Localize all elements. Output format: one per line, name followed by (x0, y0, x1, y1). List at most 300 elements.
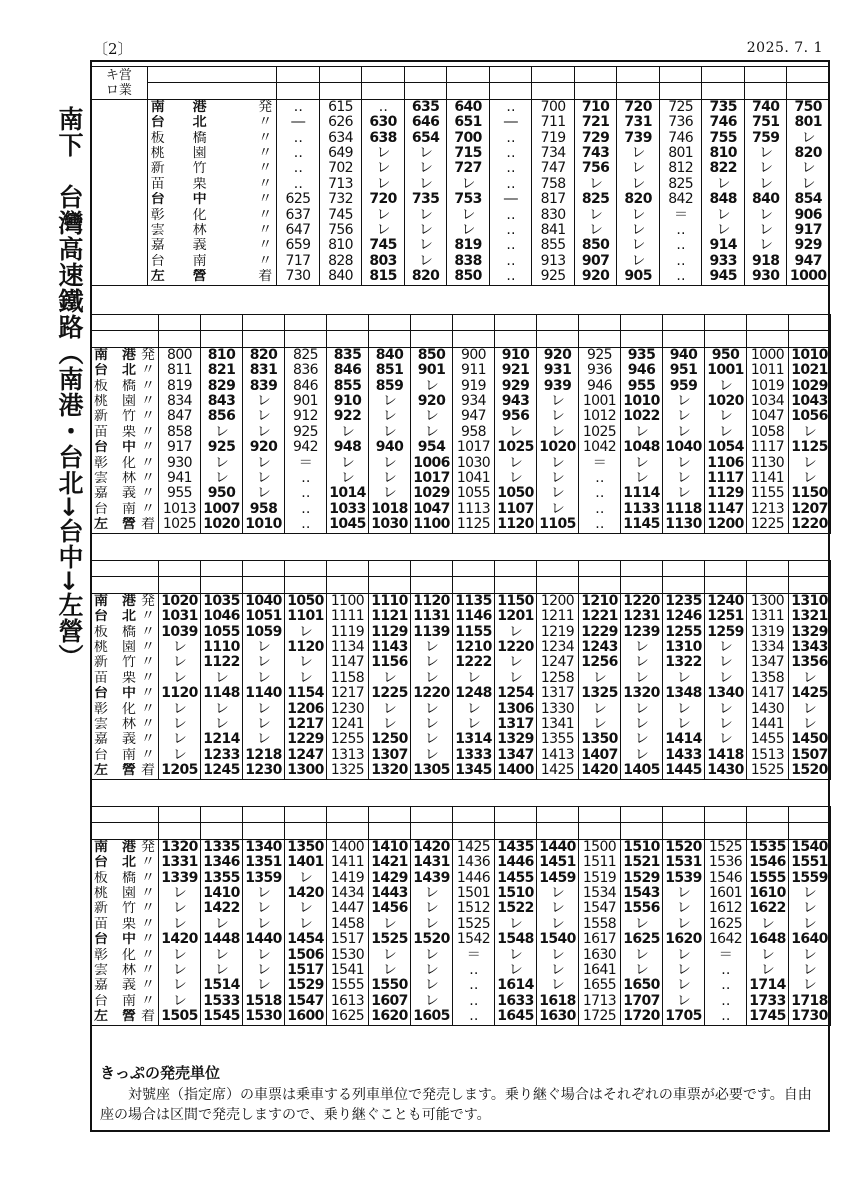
station-mark: 〃 (141, 609, 155, 625)
time-cell: 1329 (789, 625, 831, 640)
time-cell: レ (789, 671, 831, 686)
time-cell: ‥ (453, 1009, 495, 1025)
time-cell: レ (617, 208, 660, 223)
run-days-label (147, 83, 277, 99)
time-cell: 850 (447, 269, 490, 285)
station-label: 左 營 (150, 269, 207, 285)
time-cell: 1400 (327, 839, 369, 855)
time-cell: 1113 (453, 502, 495, 517)
station-mark: 〃 (141, 363, 155, 379)
train-number (201, 315, 243, 331)
time-cell: レ (744, 208, 787, 223)
time-cell: レ (369, 917, 411, 932)
time-cell: 1529 (285, 978, 327, 993)
route-title: 南下 台灣高速鐵路（南港・台北→台中→左營） (55, 106, 84, 670)
time-cell: 1536 (705, 855, 747, 870)
note-body: 対號座（指定席）の車票は乗車する列車単位で発売します。乗り継ぐ場合はそれぞれの車票が必要です。自由座の場合は区間で発売しますので、乗り継ぐことも可能です。 (100, 1087, 812, 1123)
station-name (91, 855, 159, 870)
time-cell: 700 (447, 131, 490, 146)
time-cell: レ (617, 146, 660, 161)
time-cell: 1121 (369, 609, 411, 624)
time-cell: 1141 (747, 471, 789, 486)
time-cell: レ (705, 379, 747, 394)
time-cell: 834 (159, 394, 201, 409)
station-label: 桃 園 (94, 886, 136, 901)
train-number (532, 67, 575, 83)
station-mark: 〃 (258, 192, 273, 208)
time-cell: 1139 (411, 625, 453, 640)
time-cell: 1642 (705, 932, 747, 947)
time-cell: 1333 (453, 748, 495, 763)
timetable-section-4 (90, 806, 831, 1026)
time-cell: 1355 (537, 732, 579, 747)
time-cell: 1410 (369, 839, 411, 855)
time-cell: 1241 (327, 717, 369, 732)
station-name (147, 177, 277, 192)
time-cell: レ (663, 717, 705, 732)
time-cell: 1420 (411, 839, 453, 855)
time-cell: 1058 (747, 425, 789, 440)
time-cell: 803 (362, 254, 405, 269)
station-label: 新 竹 (94, 655, 136, 671)
station-mark: 発 (141, 593, 155, 609)
time-cell: 819 (447, 238, 490, 253)
station-name (91, 686, 159, 701)
time-cell: 1600 (285, 1009, 327, 1025)
time-cell: 1429 (369, 871, 411, 886)
time-cell: レ (787, 177, 830, 192)
time-cell: 1030 (369, 517, 411, 533)
train-number (617, 67, 660, 83)
time-cell: レ (285, 917, 327, 932)
time-cell: 850 (411, 347, 453, 363)
time-cell: レ (411, 379, 453, 394)
station-name (91, 440, 159, 455)
time-cell: 901 (411, 363, 453, 378)
train-number (411, 807, 453, 823)
time-cell: 855 (327, 379, 369, 394)
time-cell: 1418 (705, 748, 747, 763)
time-cell: レ (663, 471, 705, 486)
station-name (91, 625, 159, 640)
time-cell: 901 (285, 394, 327, 409)
timetable-row (91, 917, 831, 932)
time-cell: 1220 (411, 686, 453, 701)
train-number (705, 315, 747, 331)
time-cell: レ (495, 917, 537, 932)
time-cell: 1431 (411, 855, 453, 870)
time-cell: レ (327, 471, 369, 486)
time-cell: 1500 (579, 839, 621, 855)
time-cell: 1255 (663, 625, 705, 640)
station-mark: 〃 (141, 624, 155, 640)
km-value (91, 177, 148, 192)
time-cell: ― (277, 115, 320, 130)
time-cell: レ (663, 425, 705, 440)
time-cell: 1320 (159, 839, 201, 855)
time-cell: 838 (447, 254, 490, 269)
station-name (147, 208, 277, 223)
station-label: 南 港 (94, 839, 136, 855)
time-cell: 1436 (453, 855, 495, 870)
station-label: 苗 栗 (150, 176, 207, 192)
time-cell: 1101 (285, 609, 327, 624)
time-cell: 1325 (579, 686, 621, 701)
time-cell: 1230 (243, 763, 285, 779)
run-days (411, 331, 453, 347)
time-cell: 1129 (369, 625, 411, 640)
time-cell: 1110 (201, 640, 243, 655)
time-cell: 736 (659, 115, 702, 130)
time-cell: 1339 (159, 871, 201, 886)
time-cell: レ (495, 671, 537, 686)
train-number (327, 561, 369, 577)
time-cell: 840 (369, 347, 411, 363)
station-label: 台 北 (150, 115, 207, 131)
station-mark: 着 (258, 269, 273, 285)
time-cell: 1641 (579, 963, 621, 978)
time-cell: ‥ (579, 502, 621, 517)
time-cell: 1156 (369, 655, 411, 670)
time-cell: レ (663, 886, 705, 901)
train-number (663, 315, 705, 331)
time-cell: 1341 (537, 717, 579, 732)
time-cell: 906 (787, 208, 830, 223)
run-days (319, 83, 362, 99)
time-cell: 1521 (621, 855, 663, 870)
time-cell: 756 (574, 161, 617, 176)
time-cell: 1247 (537, 655, 579, 670)
time-cell: 1359 (243, 871, 285, 886)
time-cell: レ (369, 717, 411, 732)
time-cell: レ (663, 901, 705, 916)
time-cell: 1251 (705, 609, 747, 624)
run-days (201, 577, 243, 593)
time-cell: レ (705, 640, 747, 655)
time-cell: 720 (362, 192, 405, 207)
station-mark: 〃 (258, 207, 273, 223)
run-days (659, 83, 702, 99)
train-number (327, 315, 369, 331)
time-cell: レ (243, 886, 285, 901)
train-number (277, 67, 320, 83)
time-cell: 825 (659, 177, 702, 192)
train-number (495, 561, 537, 577)
time-cell: 925 (201, 440, 243, 455)
time-cell: レ (453, 702, 495, 717)
time-cell: 914 (702, 238, 745, 253)
station-label: 台 中 (94, 932, 136, 948)
time-cell: 713 (319, 177, 362, 192)
time-cell: 1130 (747, 456, 789, 471)
time-cell: 1613 (327, 994, 369, 1009)
time-cell: 730 (277, 269, 320, 285)
time-cell: 1011 (747, 363, 789, 378)
note-title: きっぷの発売単位 (100, 1064, 221, 1082)
time-cell: 1020 (705, 394, 747, 409)
train-number (285, 807, 327, 823)
time-cell: 1146 (453, 609, 495, 624)
time-cell: 1118 (663, 502, 705, 517)
station-name (91, 763, 159, 779)
time-cell: 1245 (201, 763, 243, 779)
time-cell: レ (404, 238, 447, 253)
time-cell: 1047 (411, 502, 453, 517)
station-label: 嘉 義 (94, 978, 136, 994)
time-cell: 847 (159, 409, 201, 424)
time-cell: 1548 (495, 932, 537, 947)
time-cell: レ (789, 425, 831, 440)
time-cell: ‥ (579, 486, 621, 501)
timetable-row (91, 409, 831, 424)
station-label: 南 港 (150, 99, 207, 115)
station-mark: 発 (258, 99, 273, 115)
time-cell: 817 (532, 192, 575, 207)
time-cell: 1313 (327, 748, 369, 763)
time-cell: 702 (319, 161, 362, 176)
time-cell: レ (411, 948, 453, 963)
time-cell: 647 (277, 223, 320, 238)
time-cell: 858 (159, 425, 201, 440)
time-cell: 947 (787, 254, 830, 269)
train-number (747, 561, 789, 577)
timetable-row (91, 994, 831, 1009)
time-cell: 920 (537, 347, 579, 363)
station-label: 台 北 (94, 609, 136, 625)
time-cell: ― (489, 192, 532, 207)
run-days (663, 823, 705, 839)
time-cell: 745 (319, 208, 362, 223)
time-cell: レ (369, 394, 411, 409)
time-cell: ‥ (285, 486, 327, 501)
time-cell: 1610 (747, 886, 789, 901)
time-cell: 942 (285, 440, 327, 455)
time-cell: レ (243, 394, 285, 409)
run-days (285, 331, 327, 347)
time-cell: 735 (702, 99, 745, 115)
train-number (411, 315, 453, 331)
time-cell: 1210 (453, 640, 495, 655)
time-cell: 1525 (705, 839, 747, 855)
station-label: 板 橋 (94, 378, 136, 394)
time-cell: 907 (574, 254, 617, 269)
station-name (91, 425, 159, 440)
time-cell: 1447 (327, 901, 369, 916)
time-cell: 732 (319, 192, 362, 207)
time-cell: レ (369, 671, 411, 686)
time-cell: 1229 (579, 625, 621, 640)
time-cell: 1059 (243, 625, 285, 640)
timetable-row (91, 963, 831, 978)
time-cell: ‥ (489, 254, 532, 269)
station-label: 台 北 (94, 855, 136, 871)
time-cell: 1540 (789, 839, 831, 855)
station-label: 雲 林 (94, 471, 136, 487)
time-cell: ‥ (489, 223, 532, 238)
time-cell: ‥ (705, 1009, 747, 1025)
time-cell: 725 (659, 99, 702, 115)
time-cell: 1220 (621, 593, 663, 609)
train-number (319, 67, 362, 83)
train-number (159, 315, 201, 331)
time-cell: 810 (319, 238, 362, 253)
timetable-row (91, 99, 830, 115)
station-name (91, 717, 159, 732)
time-cell: 1707 (621, 994, 663, 1009)
time-cell: 659 (277, 238, 320, 253)
time-cell: 1450 (789, 732, 831, 747)
train-number (621, 561, 663, 577)
time-cell: レ (201, 702, 243, 717)
train-number (453, 561, 495, 577)
timetable-row (91, 440, 831, 455)
time-cell: 1321 (789, 609, 831, 624)
time-cell: 1114 (621, 486, 663, 501)
time-cell: 731 (617, 115, 660, 130)
time-cell: レ (621, 425, 663, 440)
time-cell: 755 (702, 131, 745, 146)
time-cell: レ (537, 425, 579, 440)
station-label: 南 港 (94, 347, 136, 363)
time-cell: 948 (327, 440, 369, 455)
time-cell: 939 (537, 379, 579, 394)
time-cell: レ (789, 901, 831, 916)
time-cell: 740 (744, 99, 787, 115)
station-label: 新 竹 (94, 409, 136, 425)
run-days-label (91, 331, 159, 347)
time-cell: レ (285, 625, 327, 640)
time-cell: レ (663, 963, 705, 978)
time-cell: ‥ (705, 963, 747, 978)
time-cell: 1512 (453, 901, 495, 916)
time-cell: レ (747, 917, 789, 932)
run-days (495, 823, 537, 839)
time-cell: レ (369, 948, 411, 963)
time-cell: レ (789, 717, 831, 732)
time-cell: 1221 (579, 609, 621, 624)
time-cell: 1000 (787, 269, 830, 285)
time-cell: レ (705, 732, 747, 747)
time-cell: レ (411, 886, 453, 901)
time-cell: 717 (277, 254, 320, 269)
time-cell: レ (617, 161, 660, 176)
station-name (147, 192, 277, 207)
time-cell: 1210 (579, 593, 621, 609)
train-number (362, 67, 405, 83)
time-cell: レ (159, 640, 201, 655)
time-cell: 1420 (159, 932, 201, 947)
time-cell: 1229 (285, 732, 327, 747)
station-mark: 〃 (141, 717, 155, 733)
time-cell: 1045 (327, 517, 369, 533)
time-cell: ‥ (453, 994, 495, 1009)
time-cell: 739 (617, 131, 660, 146)
time-cell: ＝ (453, 948, 495, 963)
time-cell: レ (447, 208, 490, 223)
station-mark: 〃 (141, 655, 155, 671)
time-cell: レ (327, 425, 369, 440)
time-cell: レ (159, 963, 201, 978)
time-cell: 1007 (201, 502, 243, 517)
time-cell: 1640 (789, 932, 831, 947)
train-number (201, 807, 243, 823)
time-cell: 1535 (747, 839, 789, 855)
time-cell: レ (369, 425, 411, 440)
station-mark: 〃 (258, 223, 273, 239)
station-name (147, 254, 277, 269)
time-cell: 1411 (327, 855, 369, 870)
time-cell: 1617 (579, 932, 621, 947)
station-label: 台 中 (94, 686, 136, 702)
time-cell: 1518 (243, 994, 285, 1009)
time-cell: 1206 (285, 702, 327, 717)
time-cell: レ (663, 994, 705, 1009)
timetable-row (91, 871, 831, 886)
time-cell: 1310 (789, 593, 831, 609)
run-days (453, 577, 495, 593)
time-cell: 1555 (747, 871, 789, 886)
time-cell: レ (579, 702, 621, 717)
station-name (91, 363, 159, 378)
time-cell: 1351 (243, 855, 285, 870)
time-cell: 1530 (327, 948, 369, 963)
timetable-row (91, 223, 830, 238)
time-cell: 1630 (537, 1009, 579, 1025)
time-cell: 1329 (495, 732, 537, 747)
time-cell: レ (574, 223, 617, 238)
time-cell: 1025 (579, 425, 621, 440)
time-cell: 1410 (201, 886, 243, 901)
time-cell: 1225 (369, 686, 411, 701)
time-cell: 1311 (747, 609, 789, 624)
time-cell: 1422 (201, 901, 243, 916)
time-cell: 859 (369, 379, 411, 394)
time-cell: ‥ (277, 146, 320, 161)
time-cell: 935 (621, 347, 663, 363)
time-cell: レ (663, 671, 705, 686)
time-cell: 1343 (789, 640, 831, 655)
time-cell: レ (411, 994, 453, 1009)
train-number (411, 561, 453, 577)
time-cell: 840 (744, 192, 787, 207)
timetable-row (91, 502, 831, 517)
run-days (243, 823, 285, 839)
time-cell: 756 (319, 223, 362, 238)
time-cell: 1511 (579, 855, 621, 870)
run-days (789, 331, 831, 347)
timetable-row (91, 425, 831, 440)
time-cell: レ (663, 702, 705, 717)
train-number (705, 807, 747, 823)
time-cell: 1539 (663, 871, 705, 886)
time-cell: レ (747, 948, 789, 963)
time-cell: レ (537, 978, 579, 993)
station-mark: 〃 (141, 886, 155, 901)
time-cell: 910 (327, 394, 369, 409)
time-cell: 830 (532, 208, 575, 223)
time-cell: 1443 (369, 886, 411, 901)
station-name (91, 671, 159, 686)
time-cell: 646 (404, 115, 447, 130)
station-name (91, 379, 159, 394)
time-cell: レ (243, 655, 285, 670)
time-cell: レ (537, 886, 579, 901)
time-cell: レ (705, 655, 747, 670)
time-cell: レ (453, 671, 495, 686)
station-mark: 〃 (141, 870, 155, 886)
run-days (744, 83, 787, 99)
time-cell: 1034 (747, 394, 789, 409)
